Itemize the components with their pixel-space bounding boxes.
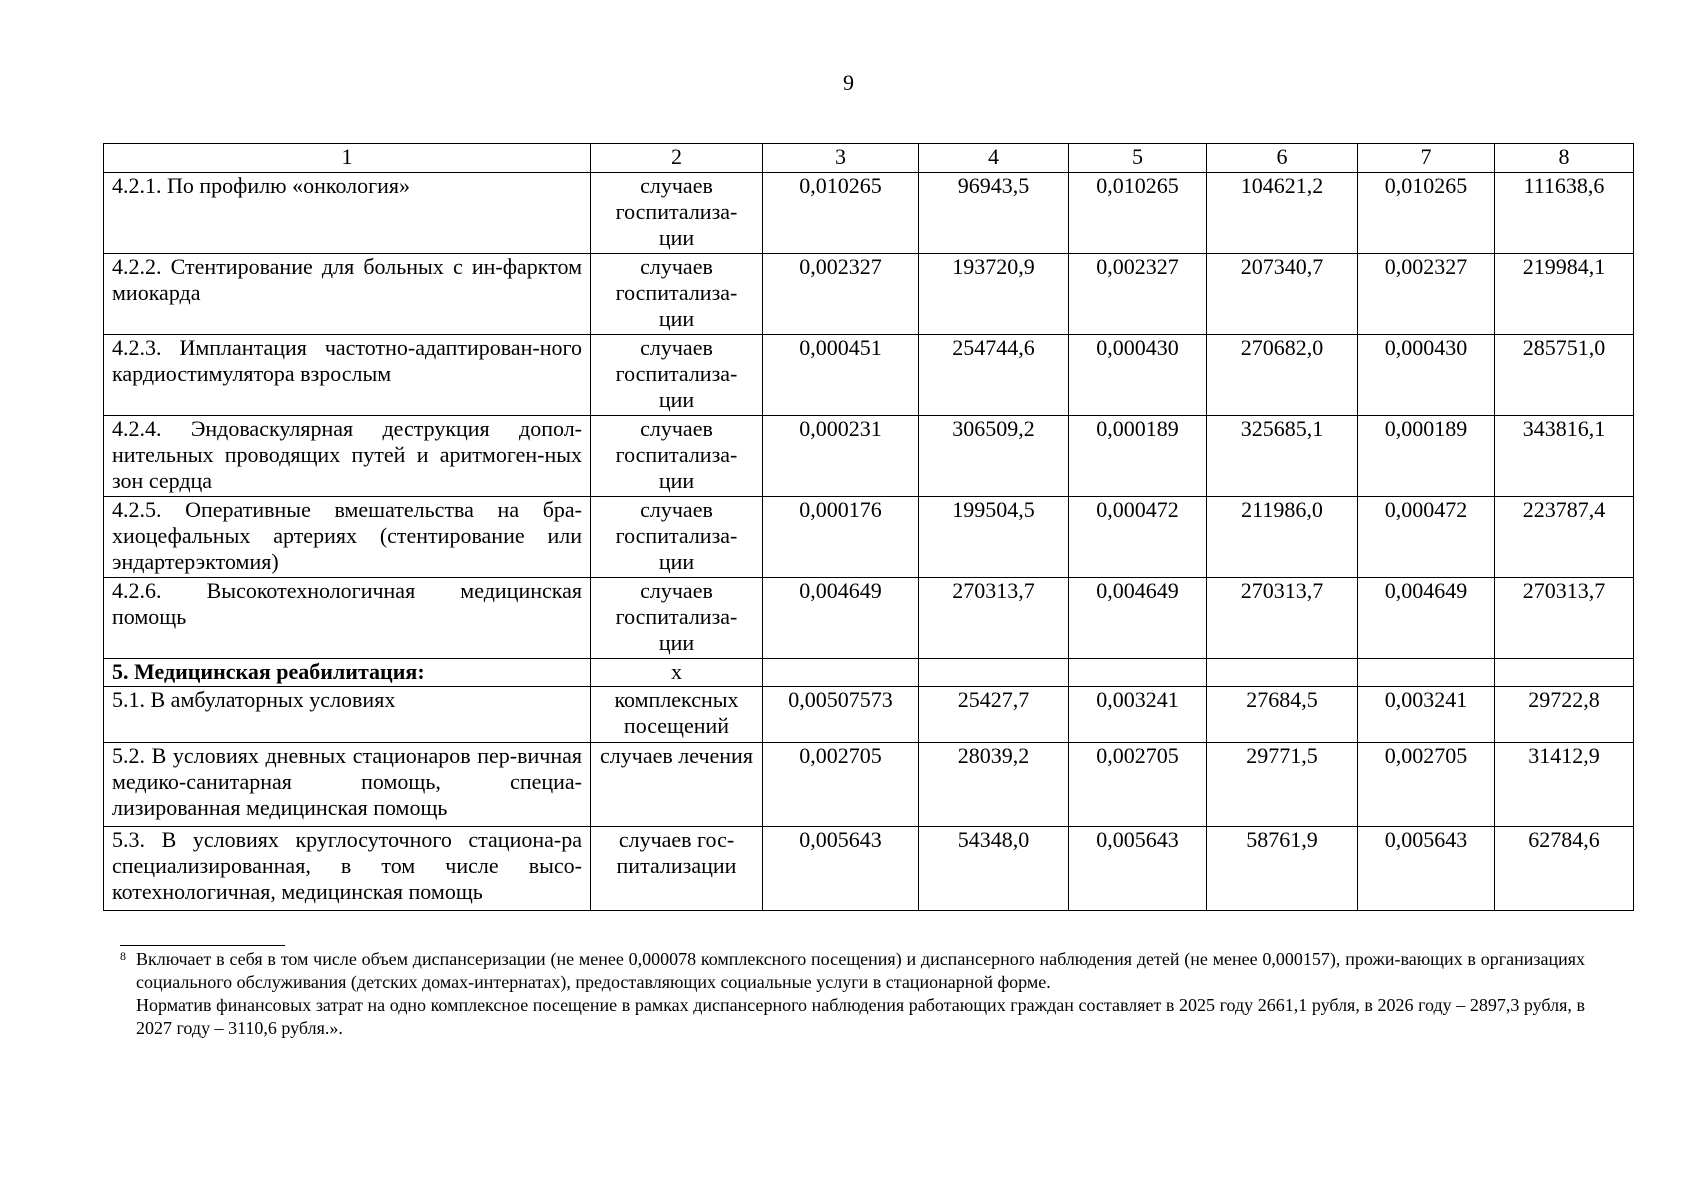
row-unit: комплексных посещений [591, 687, 763, 743]
row-value-7: 0,000430 [1358, 335, 1495, 416]
table-row [104, 254, 1634, 335]
row-value-6: 270682,0 [1207, 335, 1358, 416]
row-value-4: 25427,7 [919, 687, 1069, 743]
row-unit: случаев госпитализа-ции [591, 173, 763, 254]
row-value-5: 0,000472 [1069, 497, 1207, 578]
header-cell-4: 4 [919, 144, 1069, 173]
header-cell-2: 2 [591, 144, 763, 173]
row-value-4: 254744,6 [919, 335, 1069, 416]
row-value-7: 0,005643 [1358, 827, 1495, 911]
row-value-5: 0,005643 [1069, 827, 1207, 911]
row-value-3: 0,002327 [763, 254, 919, 335]
row-value-8: 270313,7 [1495, 578, 1634, 659]
row-unit: случаев госпитализа-ции [591, 335, 763, 416]
table-header-row [104, 144, 1634, 173]
row-value-8: 223787,4 [1495, 497, 1634, 578]
row-value-6: 325685,1 [1207, 416, 1358, 497]
row-value-5 [1069, 659, 1207, 687]
table-row [104, 743, 1634, 827]
row-value-5: 0,002705 [1069, 743, 1207, 827]
row-value-6: 270313,7 [1207, 578, 1358, 659]
row-value-4: 193720,9 [919, 254, 1069, 335]
row-value-3: 0,010265 [763, 173, 919, 254]
table-row [104, 497, 1634, 578]
row-value-4: 306509,2 [919, 416, 1069, 497]
row-value-3: 0,00507573 [763, 687, 919, 743]
page-number: 9 [843, 70, 854, 95]
row-value-6: 27684,5 [1207, 687, 1358, 743]
footnote-divider [120, 945, 285, 946]
row-value-5: 0,003241 [1069, 687, 1207, 743]
footnote-paragraph-1: Включает в себя в том числе объем диспансеризации (не менее 0,000078 комплексного посещения) и диспансерного наблюдения детей (не менее 0,000157), прожи-вающих в организациях социального обслуживания (детских домах-интернатах), предоставляющих социальные услуги в стационарной форме. [136, 949, 1585, 992]
row-name: 4.2.3. Имплантация частотно-адаптирован-ного кардиостимулятора взрослым [104, 335, 591, 416]
table-row [104, 173, 1634, 254]
row-value-4: 199504,5 [919, 497, 1069, 578]
row-unit: случаев госпитализа-ции [591, 497, 763, 578]
row-name: 4.2.2. Стентирование для больных с ин-фарктом миокарда [104, 254, 591, 335]
footnote-paragraph-2: Норматив финансовых затрат на одно комплексное посещение в рамках диспансерного наблюдения работающих граждан составляет в 2025 году 2661,1 рубля, в 2026 году – 2897,3 рубля, в 2027 году – 3110,6 рубля.». [136, 995, 1585, 1038]
row-value-7: 0,004649 [1358, 578, 1495, 659]
row-value-8: 62784,6 [1495, 827, 1634, 911]
row-value-4: 28039,2 [919, 743, 1069, 827]
norms-table [103, 143, 1634, 911]
row-value-7: 0,002327 [1358, 254, 1495, 335]
row-name: 5.3. В условиях круглосуточного стациона-ра специализированная, в том числе высо-котехнологичная, медицинская помощь [104, 827, 591, 911]
row-value-6: 58761,9 [1207, 827, 1358, 911]
row-value-8: 285751,0 [1495, 335, 1634, 416]
row-value-5: 0,002327 [1069, 254, 1207, 335]
row-value-6: 29771,5 [1207, 743, 1358, 827]
row-name: 5.1. В амбулаторных условиях [104, 687, 591, 743]
row-value-6: 104621,2 [1207, 173, 1358, 254]
row-value-4: 96943,5 [919, 173, 1069, 254]
row-value-3: 0,000231 [763, 416, 919, 497]
table-row [104, 578, 1634, 659]
header-cell-1: 1 [104, 144, 591, 173]
row-value-6 [1207, 659, 1358, 687]
row-unit: случаев госпитализа-ции [591, 416, 763, 497]
row-value-7 [1358, 659, 1495, 687]
row-value-7: 0,003241 [1358, 687, 1495, 743]
row-value-8: 111638,6 [1495, 173, 1634, 254]
row-value-3: 0,005643 [763, 827, 919, 911]
row-value-8: 219984,1 [1495, 254, 1634, 335]
footnote [120, 948, 1585, 1040]
row-value-4: 54348,0 [919, 827, 1069, 911]
row-value-5: 0,000430 [1069, 335, 1207, 416]
row-name: 4.2.6. Высокотехнологичная медицинская помощь [104, 578, 591, 659]
row-value-8: 343816,1 [1495, 416, 1634, 497]
row-value-5: 0,004649 [1069, 578, 1207, 659]
row-value-8 [1495, 659, 1634, 687]
row-name: 4.2.1. По профилю «онкология» [104, 173, 591, 254]
row-value-6: 211986,0 [1207, 497, 1358, 578]
header-cell-5: 5 [1069, 144, 1207, 173]
row-value-4 [919, 659, 1069, 687]
row-name: 4.2.5. Оперативные вмешательства на бра-хиоцефальных артериях (стентирование или эндартерэктомия) [104, 497, 591, 578]
row-value-3: 0,002705 [763, 743, 919, 827]
row-value-7: 0,000472 [1358, 497, 1495, 578]
row-unit: случаев госпитализа-ции [591, 254, 763, 335]
table-row [104, 687, 1634, 743]
row-value-5: 0,010265 [1069, 173, 1207, 254]
header-cell-6: 6 [1207, 144, 1358, 173]
row-value-6: 207340,7 [1207, 254, 1358, 335]
row-value-3: 0,004649 [763, 578, 919, 659]
row-value-7: 0,002705 [1358, 743, 1495, 827]
header-cell-7: 7 [1358, 144, 1495, 173]
footnote-mark: 8 [120, 949, 126, 963]
row-unit: случаев гос-питализации [591, 827, 763, 911]
row-name: 5.2. В условиях дневных стационаров пер-вичная медико-санитарная помощь, специа-лизированная медицинская помощь [104, 743, 591, 827]
row-value-3: 0,000176 [763, 497, 919, 578]
table-row [104, 659, 1634, 687]
row-value-8: 31412,9 [1495, 743, 1634, 827]
row-name: 4.2.4. Эндоваскулярная деструкция допол-нительных проводящих путей и аритмоген-ных зон сердца [104, 416, 591, 497]
table-row [104, 335, 1634, 416]
table-row [104, 416, 1634, 497]
table-row [104, 827, 1634, 911]
row-value-3 [763, 659, 919, 687]
header-cell-3: 3 [763, 144, 919, 173]
row-unit: х [591, 659, 763, 687]
row-value-7: 0,000189 [1358, 416, 1495, 497]
header-cell-8: 8 [1495, 144, 1634, 173]
row-value-3: 0,000451 [763, 335, 919, 416]
row-unit: случаев госпитализа-ции [591, 578, 763, 659]
row-name: 5. Медицинская реабилитация: [104, 659, 591, 687]
row-value-7: 0,010265 [1358, 173, 1495, 254]
row-value-8: 29722,8 [1495, 687, 1634, 743]
row-value-5: 0,000189 [1069, 416, 1207, 497]
row-value-4: 270313,7 [919, 578, 1069, 659]
row-unit: случаев лечения [591, 743, 763, 827]
